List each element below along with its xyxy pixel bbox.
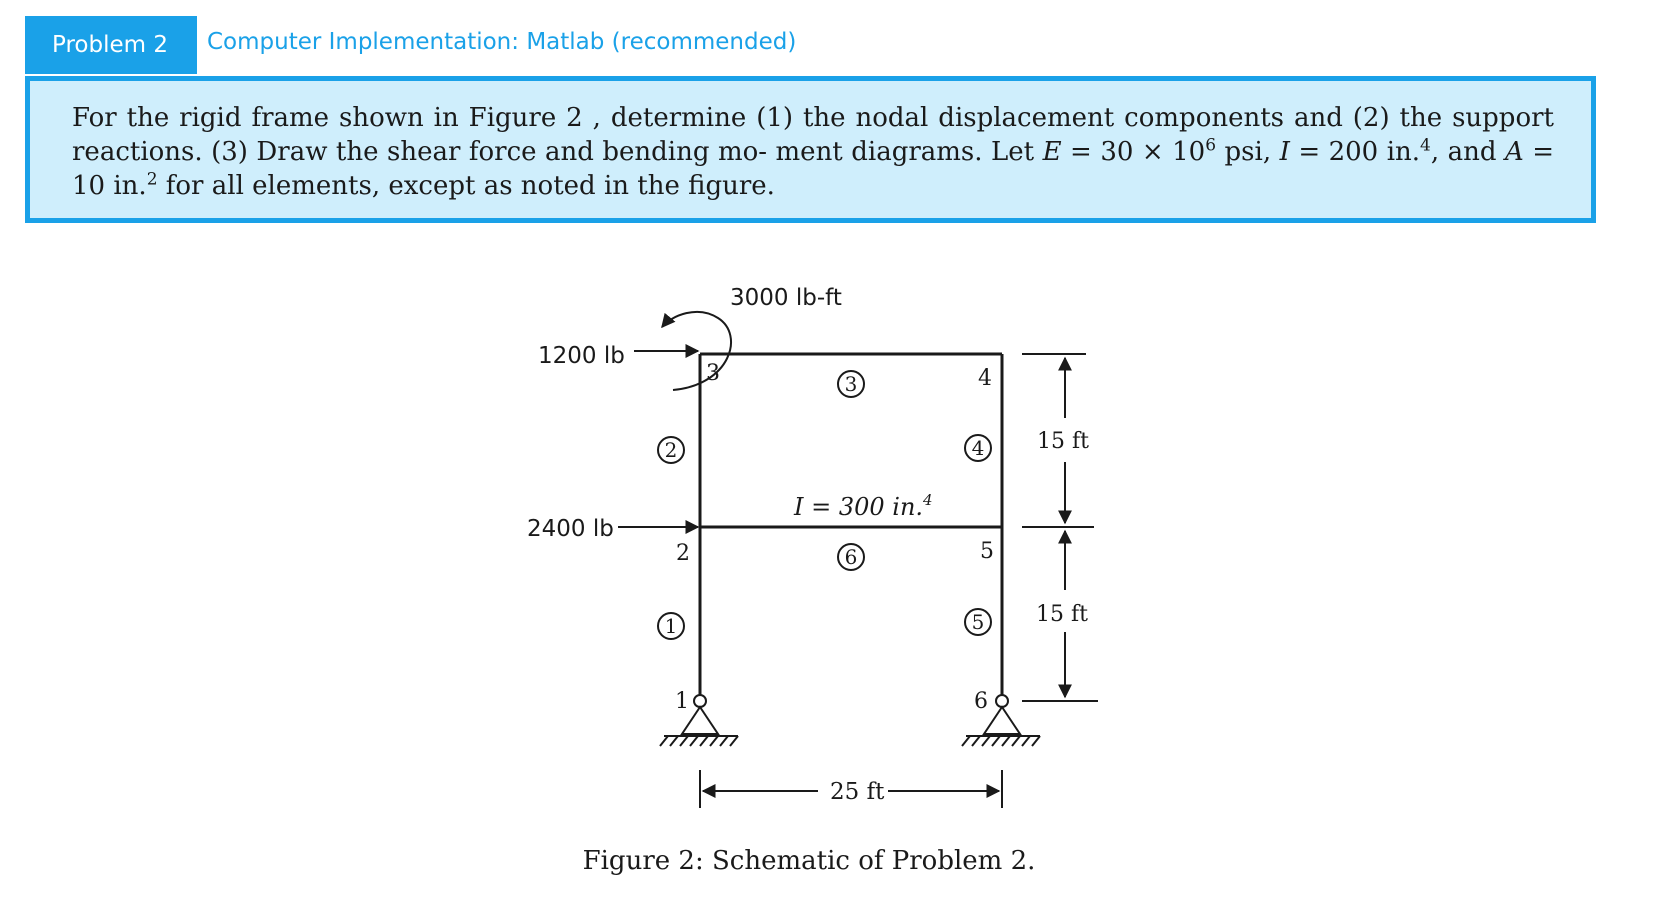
load-top-label: 1200 lb [538,343,625,369]
node-4-label: 4 [978,366,992,391]
node-1-label: 1 [675,689,689,714]
beam-inertia-label: I = 300 in.$^4$ [794,491,933,521]
element-3-label: 3 [844,372,858,396]
node-3-label: 3 [706,361,720,386]
i-value: = 200 in. [1289,137,1421,167]
moment-label: 3000 lb-ft [730,285,842,311]
a-exponent: 2 [146,169,158,190]
dim-lower-label: 15 ft [1036,602,1088,627]
e-unit: psi, [1216,137,1280,167]
element-4-label: 4 [971,436,985,460]
a-value: = 10 in. [72,137,1555,201]
statement-suffix: for all elements, except as noted in the figure. [157,171,775,201]
e-exponent: 6 [1205,135,1217,156]
vertical-dimensions [1022,354,1098,701]
frame-members [700,354,1002,698]
node-2-label: 2 [676,541,690,566]
figure-caption: Figure 2: Schematic of Problem 2. [582,846,1036,876]
beam-inertia-exponent: 4 [923,491,933,509]
e-value: = 30 × 10 [1061,137,1206,167]
problem-number-tab: Problem 2 [25,16,197,74]
element-2-label: 2 [664,438,678,462]
statement-intro: For the rigid frame shown in Figure 2 , determine (1) the nodal displacement components and (2) the support reactions. (3) Draw the shear force and bending mo- ment diagrams. Let [72,103,1554,167]
pin-support-left [660,695,738,746]
dim-span-label: 25 ft [830,779,885,805]
node-6-label: 6 [974,689,988,714]
dim-upper-label: 15 ft [1037,429,1089,454]
symbol-a: A [1504,137,1524,167]
load-arrows [618,312,731,527]
load-mid-label: 2400 lb [527,516,614,542]
element-6-label: 6 [844,545,858,569]
symbol-e: E [1042,137,1062,167]
i-exponent: 4 [1420,135,1431,156]
symbol-i: I [1279,137,1290,167]
element-1-label: 1 [664,614,678,638]
problem-title: Computer Implementation: Matlab (recommended) [206,29,797,55]
node-5-label: 5 [980,539,994,564]
statement-joiner: , and [1430,137,1505,167]
element-5-label: 5 [971,610,985,634]
